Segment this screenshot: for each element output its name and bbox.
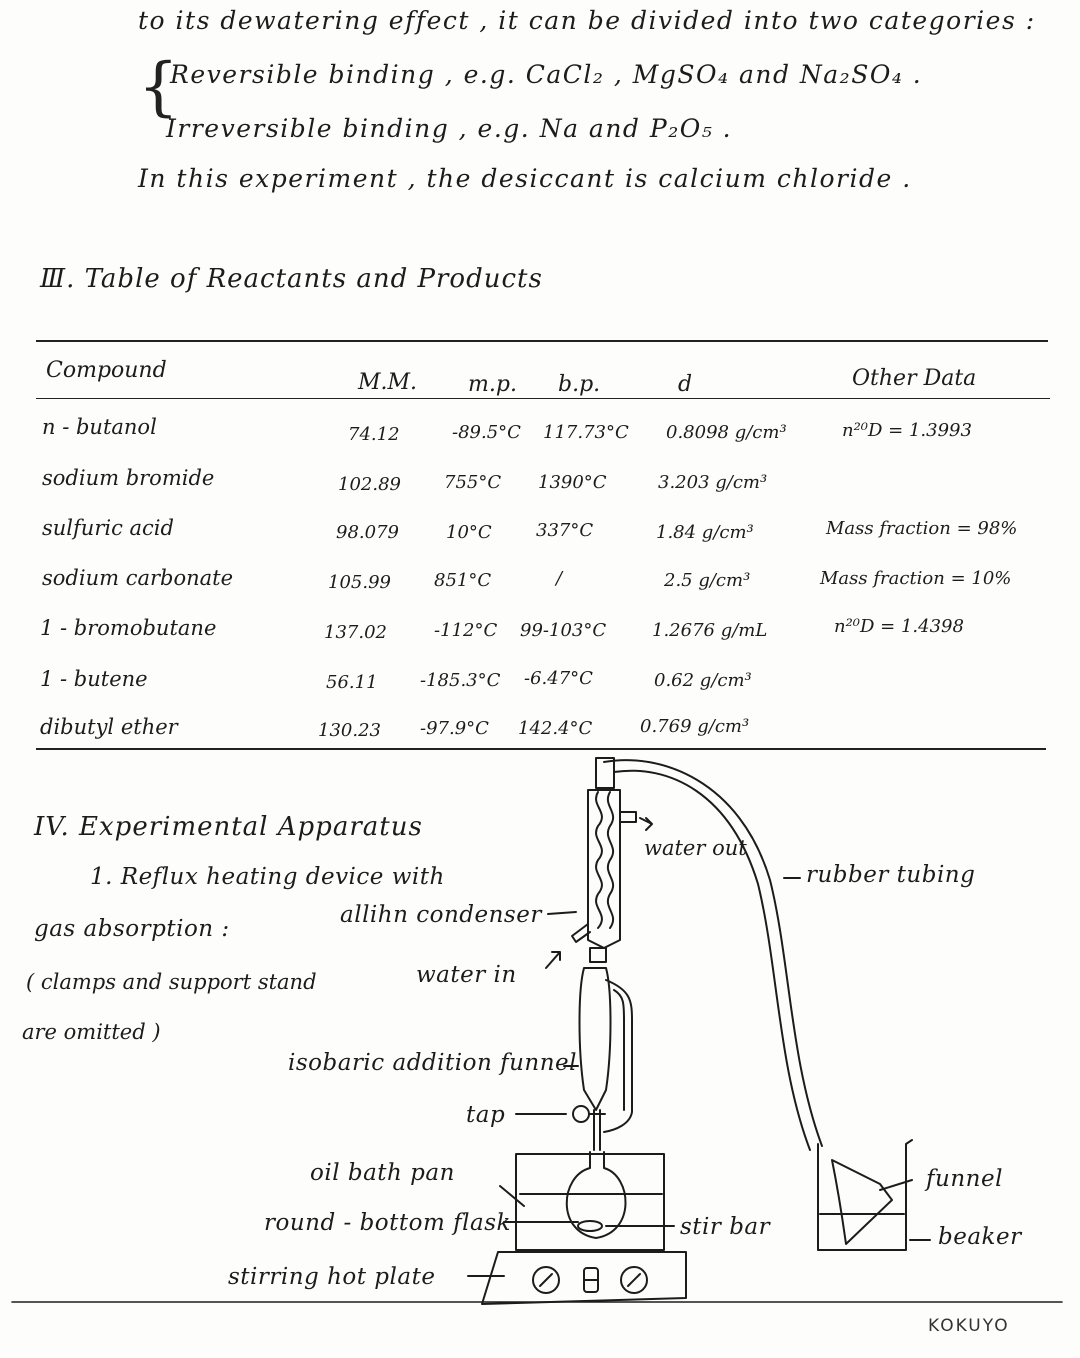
melting-point-cell: -112°C: [434, 620, 498, 641]
other-data-cell: Mass fraction = 98%: [826, 518, 1018, 539]
melting-point-cell: 851°C: [434, 570, 492, 591]
density-cell: 1.2676 g/mL: [652, 620, 768, 641]
melting-point-cell: 10°C: [446, 522, 492, 543]
table-section-heading: Ⅲ. Table of Reactants and Products: [40, 264, 543, 294]
density-cell: 0.62 g/cm³: [654, 670, 752, 691]
molar-mass-cell: 56.11: [326, 672, 378, 693]
tap-knob: [573, 1106, 589, 1122]
water-out-arrow: [640, 818, 652, 830]
apparatus-section-heading: IV. Experimental Apparatus: [34, 812, 423, 842]
header-density: d: [678, 372, 693, 397]
reversible-binding-line: Reversible binding , e.g. CaCl₂ , MgSO₄ and Na₂SO₄ .: [170, 60, 923, 89]
compound-cell: 1 - bromobutane: [40, 616, 217, 640]
label-round-bottom-flask: round - bottom flask: [264, 1210, 511, 1236]
label-allihn-condenser: allihn condenser: [340, 902, 542, 928]
density-cell: 0.769 g/cm³: [640, 716, 750, 737]
label-beaker: beaker: [938, 1224, 1022, 1250]
melting-point-cell: -185.3°C: [420, 670, 501, 691]
category-brace: {: [138, 50, 179, 124]
condenser-bulbs: [596, 792, 602, 928]
boiling-point-cell: 1390°C: [538, 472, 607, 493]
isobaric-addition-funnel: [580, 968, 611, 1110]
molar-mass-cell: 105.99: [328, 572, 391, 593]
label-water-out: water out: [644, 836, 747, 860]
label-tap: tap: [466, 1102, 506, 1128]
other-data-cell: Mass fraction = 10%: [820, 568, 1012, 589]
header-compound: Compound: [46, 358, 167, 383]
melting-point-cell: -97.9°C: [420, 718, 489, 739]
desiccant-line: In this experiment , the desiccant is calcium chloride .: [138, 164, 912, 193]
header-other-data: Other Data: [852, 366, 977, 391]
boiling-point-cell: /: [556, 568, 563, 589]
header-molar-mass: M.M.: [358, 370, 418, 395]
apparatus-subheading-2: gas absorption :: [34, 916, 230, 942]
header-melting-point: m.p.: [468, 372, 517, 397]
funnel-stem: [594, 1110, 600, 1150]
water-out-arm: [620, 812, 636, 822]
compound-cell: sulfuric acid: [42, 516, 174, 540]
label-water-in: water in: [416, 962, 517, 988]
apparatus-note-2: are omitted ): [22, 1020, 161, 1044]
molar-mass-cell: 102.89: [338, 474, 401, 495]
intro-line-1: to its dewatering effect , it can be divided into two categories :: [138, 6, 1036, 35]
brand-logo: KOKUYO: [928, 1316, 1010, 1336]
label-oil-bath-pan: oil bath pan: [310, 1160, 455, 1186]
density-cell: 3.203 g/cm³: [658, 472, 768, 493]
melting-point-cell: 755°C: [444, 472, 502, 493]
rubber-tubing-inner: [614, 771, 810, 1150]
irreversible-binding-line: Irreversible binding , e.g. Na and P₂O₅ .: [166, 114, 733, 143]
allihn-condenser: [588, 790, 620, 948]
other-data-cell: n²⁰D = 1.3993: [842, 420, 972, 441]
label-stir-bar: stir bar: [680, 1214, 771, 1240]
boiling-point-cell: 117.73°C: [543, 422, 629, 443]
compound-cell: sodium carbonate: [42, 566, 234, 590]
pressure-equalizing-arm: [604, 980, 632, 1132]
other-data-cell: n²⁰D = 1.4398: [834, 616, 964, 637]
label-rubber-tubing: rubber tubing: [806, 862, 976, 888]
label-isobaric-addition-funnel: isobaric addition funnel: [288, 1050, 577, 1076]
compound-cell: sodium bromide: [42, 466, 215, 490]
inverted-funnel: [832, 1160, 892, 1244]
compound-cell: n - butanol: [42, 415, 157, 439]
condenser-bulbs-inner: [608, 792, 613, 928]
density-cell: 0.8098 g/cm³: [666, 422, 787, 443]
water-in-arrow: [546, 952, 560, 968]
molar-mass-cell: 98.079: [336, 522, 399, 543]
boiling-point-cell: -6.47°C: [524, 668, 593, 689]
condenser-joint: [590, 948, 606, 962]
apparatus-subheading-1: 1. Reflux heating device with: [90, 864, 445, 890]
stir-bar: [578, 1221, 602, 1231]
beaker: [818, 1140, 912, 1250]
melting-point-cell: -89.5°C: [452, 422, 521, 443]
apparatus-note-1: ( clamps and support stand: [26, 970, 317, 994]
label-funnel: funnel: [926, 1166, 1003, 1192]
molar-mass-cell: 137.02: [324, 622, 387, 643]
boiling-point-cell: 99-103°C: [520, 620, 607, 641]
molar-mass-cell: 130.23: [318, 720, 381, 741]
density-cell: 1.84 g/cm³: [656, 522, 754, 543]
density-cell: 2.5 g/cm³: [664, 570, 751, 591]
boiling-point-cell: 142.4°C: [518, 718, 593, 739]
compound-cell: dibutyl ether: [40, 715, 178, 739]
header-boiling-point: b.p.: [558, 372, 601, 397]
pressure-equalizing-arm-inner: [614, 990, 624, 1110]
boiling-point-cell: 337°C: [536, 520, 594, 541]
molar-mass-cell: 74.12: [348, 424, 400, 445]
label-stirring-hot-plate: stirring hot plate: [228, 1264, 436, 1290]
compound-cell: 1 - butene: [40, 667, 148, 691]
